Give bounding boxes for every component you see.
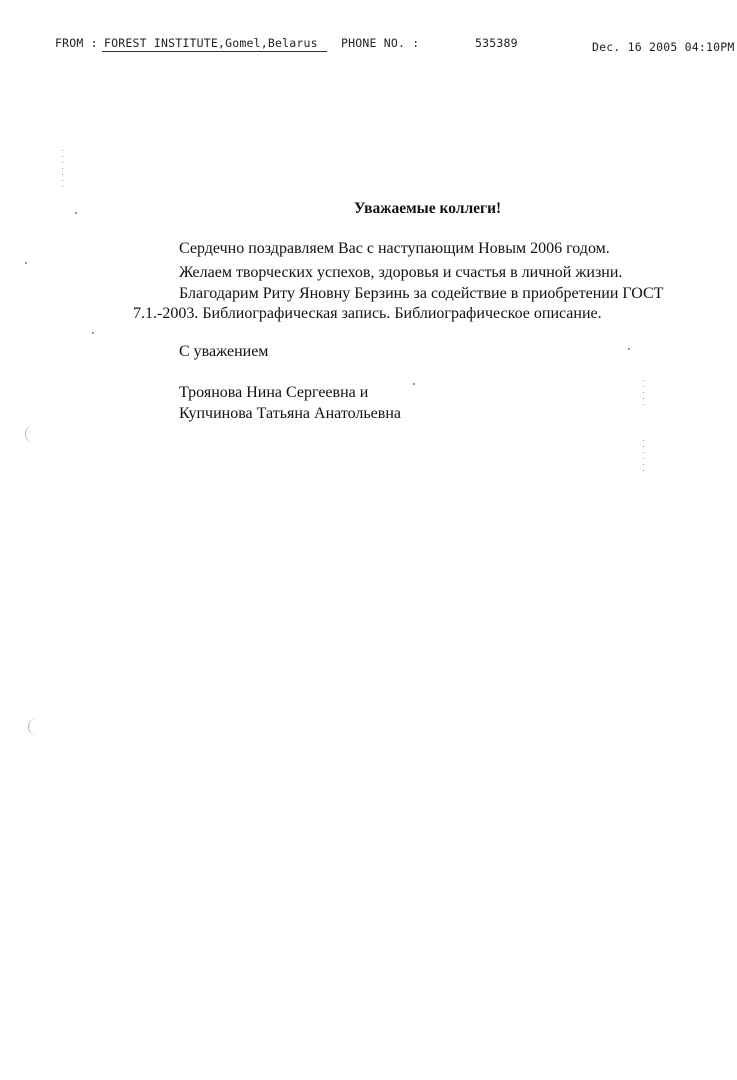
letter-closing: С уважением [179, 343, 269, 360]
letter-line: 7.1.-2003. Библиографическая запись. Библиографическое описание. [133, 305, 602, 322]
scan-artifact [92, 332, 94, 334]
signature-line: Троянова Нина Сергеевна и [179, 384, 369, 401]
scan-artifact [628, 348, 630, 350]
letter-line: Благодарим Риту Яновну Берзинь за содействие в приобретении ГОСТ [179, 285, 664, 302]
punch-hole-mark [28, 718, 39, 736]
sender-underline [102, 51, 327, 52]
scan-artifact [62, 150, 63, 190]
scan-artifact [413, 383, 415, 385]
letter-greeting: Уважаемые коллеги! [354, 200, 502, 217]
fax-sender-name: FOREST INSTITUTE,Gomel,Belarus [104, 36, 318, 50]
scan-artifact [643, 440, 644, 476]
letter-line: Желаем творческих успехов, здоровья и счастья в личной жизни. [179, 264, 623, 281]
scan-artifact [75, 212, 77, 214]
fax-from-label: FROM : [55, 36, 98, 50]
scan-artifact [643, 380, 644, 410]
fax-phone-number: 535389 [475, 36, 518, 50]
scan-artifact [25, 262, 27, 264]
punch-hole-mark [25, 425, 36, 443]
fax-header [0, 36, 737, 56]
letter-line: Сердечно поздравляем Вас с наступающим Новым 2006 годом. [179, 240, 610, 257]
signature-line: Купчинова Татьяна Анатольевна [179, 405, 401, 422]
fax-phone-label: PHONE NO. : [341, 36, 420, 50]
fax-timestamp: Dec. 16 2005 04:10PM [592, 40, 735, 54]
